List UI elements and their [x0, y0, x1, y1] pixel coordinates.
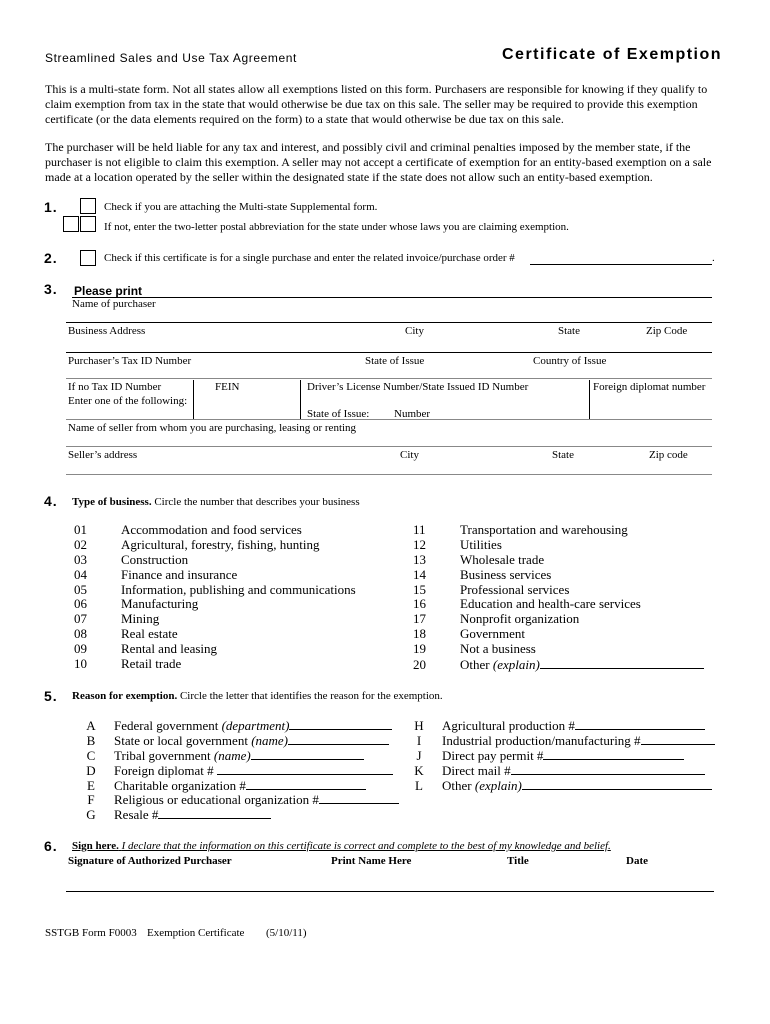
reason-label: Other: [442, 777, 475, 793]
reason-label: Industrial production/manufacturing #: [442, 732, 641, 748]
reason-detail-field[interactable]: [217, 763, 393, 775]
business-type-code[interactable]: 11: [413, 522, 426, 537]
state-abbrev-box-2[interactable]: [80, 216, 96, 232]
state-of-issue-colon-label: State of Issue:: [307, 408, 370, 420]
business-type-code[interactable]: 02: [74, 536, 87, 552]
business-types-left: [74, 523, 356, 672]
reason-option[interactable]: [396, 718, 715, 733]
id-number-field[interactable]: [66, 419, 712, 420]
name-of-purchaser-label: Name of purchaser: [72, 298, 156, 310]
reason-option[interactable]: [68, 718, 399, 733]
tax-id-field[interactable]: [66, 378, 712, 379]
reason-letter[interactable]: G: [86, 807, 96, 823]
business-type-code[interactable]: 07: [74, 611, 87, 627]
reason-label: Charitable organization #: [114, 777, 246, 793]
signature-label: Signature of Authorized Purchaser: [68, 855, 232, 867]
reason-label: Federal government: [114, 718, 222, 733]
section-4-number: 4.: [44, 493, 58, 509]
reason-label: Resale #: [114, 807, 159, 823]
business-type-label: Professional services: [460, 581, 570, 597]
invoice-trailing-dot: .: [712, 252, 715, 264]
reason-option[interactable]: [396, 778, 715, 793]
seller-address-field[interactable]: [66, 474, 712, 475]
reason-letter[interactable]: L: [415, 777, 423, 793]
explain-hint: (explain): [492, 657, 540, 673]
fein-label: FEIN: [215, 381, 240, 393]
business-type-code[interactable]: 16: [413, 596, 426, 612]
reason-label: State or local government: [114, 732, 252, 748]
purchaser-name-field[interactable]: [66, 322, 712, 323]
business-type-code[interactable]: 20: [413, 657, 426, 673]
business-type-code[interactable]: 05: [74, 581, 87, 597]
id-divider-2: [300, 380, 301, 420]
state-of-issue-label: State of Issue: [365, 355, 425, 367]
seller-address-label: Seller’s address: [68, 449, 138, 461]
business-type-option[interactable]: [413, 553, 704, 568]
business-type-label: Information, publishing and communications: [121, 581, 356, 597]
business-type-option[interactable]: [74, 612, 356, 627]
business-type-code[interactable]: 19: [413, 641, 426, 657]
reasons-right: [396, 718, 715, 792]
business-type-code[interactable]: 08: [74, 626, 87, 642]
reason-hint: (name): [213, 747, 251, 763]
reason-detail-field[interactable]: [575, 718, 705, 730]
reason-option[interactable]: [68, 748, 399, 763]
business-type-code[interactable]: 17: [413, 611, 426, 627]
section-3-number: 3.: [44, 281, 58, 297]
reason-letter[interactable]: H: [414, 718, 424, 733]
business-type-code[interactable]: 01: [74, 522, 87, 537]
reason-option[interactable]: [68, 807, 399, 822]
business-type-option[interactable]: [74, 553, 356, 568]
date-label: Date: [626, 855, 648, 867]
reason-detail-field[interactable]: [288, 733, 389, 745]
enter-one-label: Enter one of the following:: [68, 395, 188, 407]
business-type-option[interactable]: [74, 583, 356, 598]
reason-label: Religious or educational organization #: [114, 792, 319, 808]
reason-option[interactable]: [396, 733, 715, 748]
business-type-code[interactable]: 03: [74, 551, 87, 567]
business-type-code[interactable]: 13: [413, 551, 426, 567]
business-types-right: [413, 523, 704, 672]
sign-here-declaration: Sign here. I declare that the information on this certificate is correct and complete to the best of my knowledge and belief.: [72, 840, 611, 852]
other-explain-field[interactable]: [540, 657, 704, 669]
business-type-option[interactable]: [413, 538, 704, 553]
business-type-option[interactable]: [74, 642, 356, 657]
reason-hint: (explain): [474, 777, 522, 793]
reason-detail-field[interactable]: [522, 778, 712, 790]
number-label: Number: [394, 408, 431, 420]
footer-form-name: Exemption Certificate: [147, 927, 245, 939]
business-type-option[interactable]: [74, 597, 356, 612]
reason-detail-field[interactable]: [319, 792, 399, 804]
business-type-label: Government: [460, 626, 525, 642]
id-divider-1: [193, 380, 194, 420]
business-type-label: Nonprofit organization: [460, 611, 580, 627]
reasons-left: [68, 718, 399, 822]
business-type-label: Wholesale trade: [460, 551, 545, 567]
single-purchase-label: Check if this certificate is for a single purchase and enter the related invoice/purchase order #: [104, 252, 515, 264]
business-address-label: Business Address: [68, 325, 146, 337]
reason-option[interactable]: [68, 733, 399, 748]
business-type-code[interactable]: 15: [413, 581, 426, 597]
business-type-code[interactable]: 09: [74, 641, 87, 657]
business-type-label: Retail trade: [121, 656, 182, 672]
business-type-label: Manufacturing: [121, 596, 199, 612]
seller-city-label: City: [400, 449, 419, 461]
reason-detail-field[interactable]: [251, 748, 364, 760]
business-type-option[interactable]: [74, 538, 356, 553]
reason-label: Tribal government: [114, 747, 214, 763]
please-print-rule: [72, 297, 712, 298]
section-2-number: 2.: [44, 250, 58, 266]
reason-detail-field[interactable]: [158, 807, 271, 819]
seller-state-label: State: [552, 449, 574, 461]
drivers-license-label: Driver’s License Number/State Issued ID Number: [307, 381, 529, 393]
multistate-supplemental-checkbox[interactable]: [80, 198, 96, 214]
type-of-business-heading: Type of business. Circle the number that describes your business: [72, 496, 360, 508]
seller-zip-label: Zip code: [649, 449, 688, 461]
business-type-option[interactable]: [74, 523, 356, 538]
business-type-option[interactable]: [74, 568, 356, 583]
business-type-option[interactable]: [413, 657, 704, 672]
reason-hint: (department): [221, 718, 290, 733]
no-tax-id-label: If no Tax ID Number: [68, 381, 162, 393]
business-type-label: Not a business: [460, 641, 536, 657]
reason-letter[interactable]: E: [87, 777, 95, 793]
business-type-label: Transportation and warehousing: [460, 522, 628, 537]
business-type-code[interactable]: 10: [74, 656, 87, 672]
reason-detail-field[interactable]: [641, 733, 715, 745]
business-type-option[interactable]: [413, 583, 704, 598]
seller-name-label: Name of seller from whom you are purchasing, leasing or renting: [68, 422, 357, 434]
single-purchase-checkbox[interactable]: [80, 250, 96, 266]
business-type-option[interactable]: [413, 642, 704, 657]
reason-detail-field[interactable]: [543, 748, 684, 760]
reason-label: Agricultural production #: [442, 718, 575, 733]
multistate-check-label: Check if you are attaching the Multi-state Supplemental form.: [104, 201, 378, 213]
business-type-label: Education and health-care services: [460, 596, 641, 612]
business-type-option[interactable]: [413, 568, 704, 583]
page-title: Certificate of Exemption: [502, 46, 723, 63]
business-type-label: Real estate: [121, 626, 178, 642]
reason-option[interactable]: [68, 763, 399, 778]
business-address-field[interactable]: [66, 352, 712, 353]
reason-letter[interactable]: K: [414, 762, 424, 778]
reason-heading: Reason for exemption. Circle the letter that identifies the reason for the exemption.: [72, 690, 443, 702]
reason-option[interactable]: [396, 763, 715, 778]
agreement-title: Streamlined Sales and Use Tax Agreement: [45, 51, 297, 65]
id-divider-3: [589, 380, 590, 420]
reason-label: Direct pay permit #: [442, 747, 544, 763]
business-type-label: Other: [460, 657, 493, 673]
reason-detail-field[interactable]: [511, 763, 705, 775]
state-abbrev-label: If not, enter the two-letter postal abbreviation for the state under whose laws you are claiming exemption.: [104, 221, 569, 233]
business-type-option[interactable]: [74, 657, 356, 672]
zip-label: Zip Code: [646, 325, 688, 337]
business-type-label: Finance and insurance: [121, 566, 238, 582]
business-type-option[interactable]: [74, 627, 356, 642]
reason-letter[interactable]: J: [416, 747, 422, 763]
business-type-option[interactable]: [413, 612, 704, 627]
business-type-label: Agricultural, forestry, fishing, hunting: [121, 536, 320, 552]
reason-option[interactable]: [68, 792, 399, 807]
business-type-code[interactable]: 18: [413, 626, 426, 642]
reason-letter[interactable]: F: [87, 792, 95, 808]
invoice-number-field[interactable]: [530, 264, 712, 265]
signature-line[interactable]: [66, 891, 714, 892]
business-type-label: Mining: [121, 611, 160, 627]
reason-letter[interactable]: D: [86, 762, 96, 778]
business-type-label: Business services: [460, 566, 552, 582]
section-5-number: 5.: [44, 688, 58, 704]
business-type-code[interactable]: 12: [413, 536, 426, 552]
business-type-label: Rental and leasing: [121, 641, 218, 657]
business-type-label: Utilities: [460, 536, 502, 552]
reason-label: Direct mail #: [442, 762, 511, 778]
title-label: Title: [507, 855, 529, 867]
intro-paragraph-2: The purchaser will be held liable for any tax and interest, and possibly civil and criminal penalties imposed by the member state, if the purchaser is not eligible to claim this exemption. A seller may not accept a certificate of exemption for an entity-based exemption on a sale made at a location operated by the seller within the designated state if the state does not allow such an entity-based exemption.: [45, 140, 712, 184]
reason-option[interactable]: [68, 778, 399, 793]
business-type-code[interactable]: 06: [74, 596, 87, 612]
business-type-option[interactable]: [413, 597, 704, 612]
footer-date: (5/10/11): [266, 927, 307, 939]
tax-id-label: Purchaser’s Tax ID Number: [68, 355, 192, 367]
business-type-code[interactable]: 04: [74, 566, 87, 582]
please-print-heading: Please print: [74, 284, 143, 298]
section-1-number: 1.: [44, 199, 58, 215]
footer-form-number: SSTGB Form F0003: [45, 927, 137, 939]
reason-label: Foreign diplomat #: [114, 762, 217, 778]
city-label: City: [405, 325, 424, 337]
state-label: State: [558, 325, 580, 337]
reason-detail-field[interactable]: [289, 718, 392, 730]
business-type-label: Accommodation and food services: [121, 522, 302, 537]
reason-letter[interactable]: A: [86, 718, 96, 733]
business-type-code[interactable]: 14: [413, 566, 426, 582]
business-type-label: Construction: [121, 551, 189, 567]
section-6-number: 6.: [44, 838, 58, 854]
business-type-option[interactable]: [413, 627, 704, 642]
state-abbrev-box-1[interactable]: [63, 216, 79, 232]
reason-hint: (name): [251, 732, 289, 748]
seller-name-field[interactable]: [66, 446, 712, 447]
reason-letter[interactable]: I: [416, 732, 422, 748]
reason-letter[interactable]: B: [86, 732, 96, 748]
intro-paragraph-1: This is a multi-state form. Not all states allow all exemptions listed on this form. Purchasers are responsible for knowing if they qualify to claim exemption from tax in the state that would otherwise be due tax on this sale. The seller may be required to provide this exemption certificate (or the data elements required on the form) to a state that would otherwise be due tax on this sale.: [45, 82, 708, 126]
business-type-option[interactable]: [413, 523, 704, 538]
reason-option[interactable]: [396, 748, 715, 763]
print-name-label: Print Name Here: [331, 855, 412, 867]
reason-letter[interactable]: C: [86, 747, 96, 763]
country-of-issue-label: Country of Issue: [533, 355, 607, 367]
foreign-diplomat-label: Foreign diplomat number: [593, 381, 706, 393]
reason-detail-field[interactable]: [246, 778, 366, 790]
